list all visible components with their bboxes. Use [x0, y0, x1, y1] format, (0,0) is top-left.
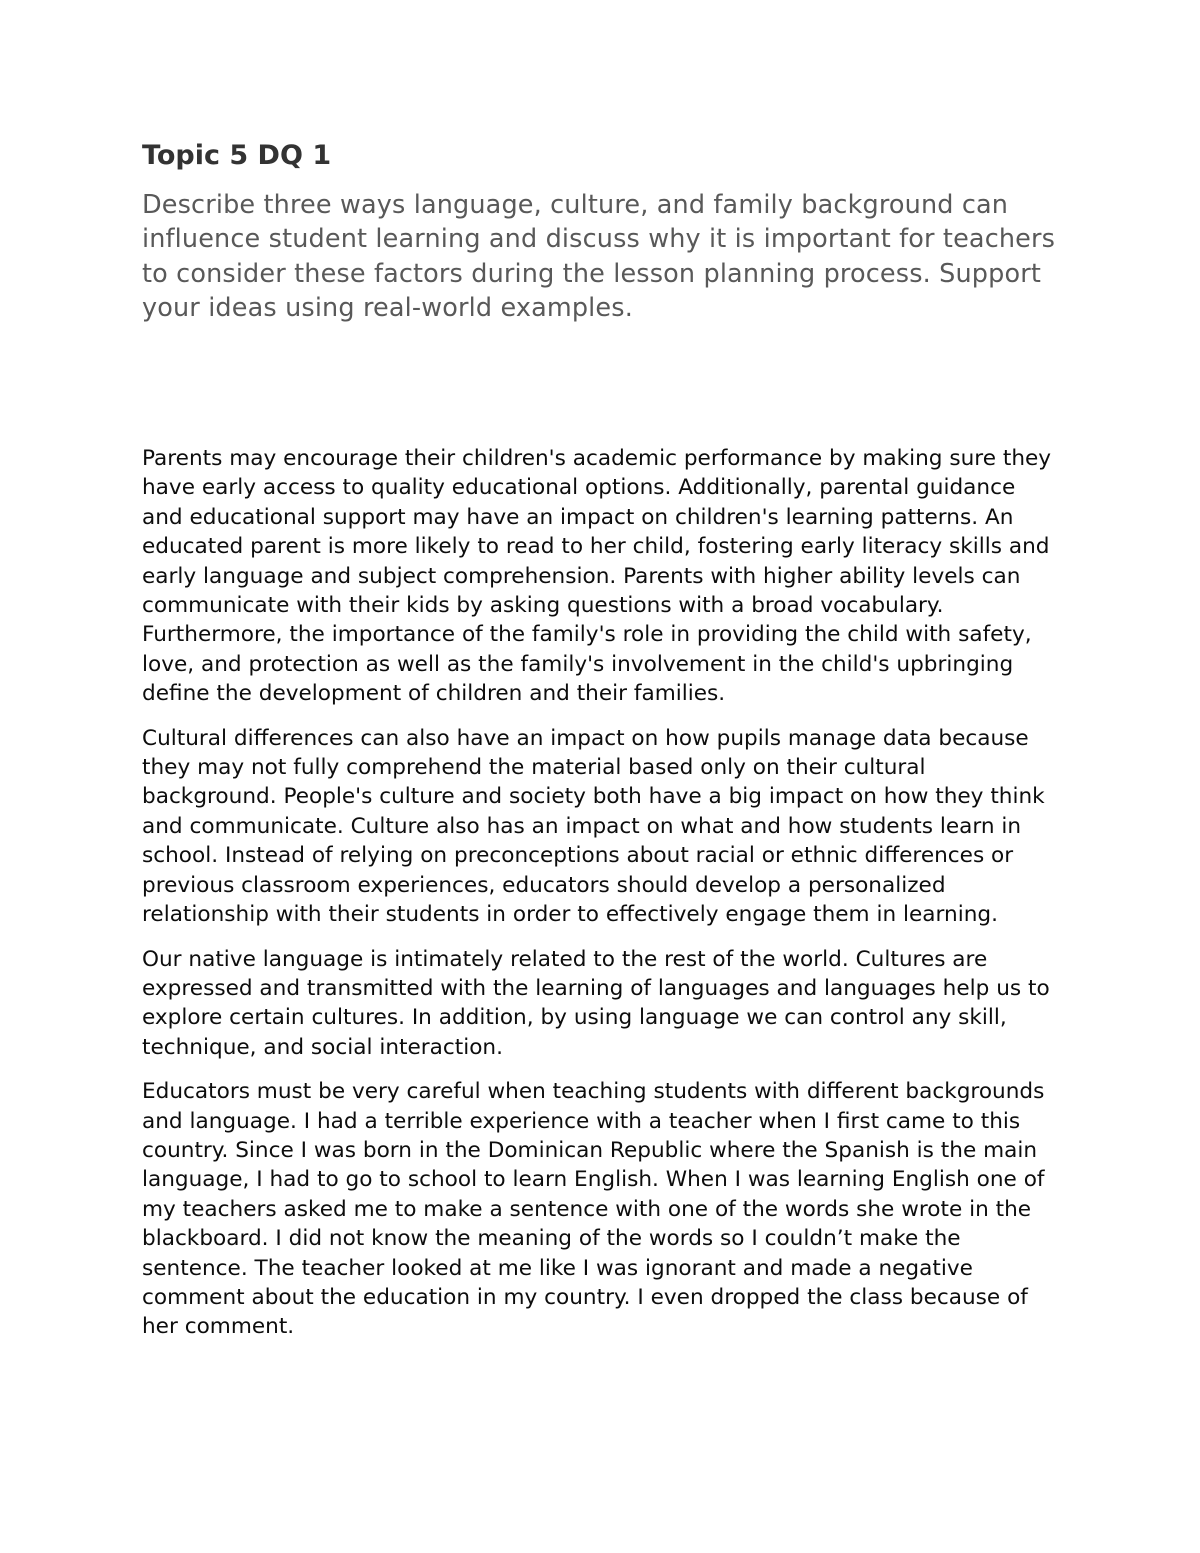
response-paragraph-experience: Educators must be very careful when teaching students with different backgrounds and language. I had a terrible experience with a teacher when I first came to this country. Since I was born in the Dominican Republic where the Spanish is the main language, I had to go to school to learn English. When I was learning English one of my teachers asked me to make a sentence with one of the words she wrote in the blackboard. I did not know the meaning of the words so I couldn’t make the sentence. The teacher looked at me like I was ignorant and made a negative comment about the education in my country. I even dropped the class because of her comment. [142, 1079, 1045, 1340]
response-paragraph-language: Our native language is intimately related to the rest of the world. Cultures are expressed and transmitted with the learning of languages and languages help us to explore certain cultures. In addition, by using language we can control any skill, technique, and social interaction. [142, 946, 1050, 1060]
response-paragraph-family: Parents may encourage their children's academic performance by making sure they have early access to quality educational options. Additionally, parental guidance and educational support may have an impact on children's learning patterns. An educated parent is more likely to read to her child, fostering early literacy skills and early language and subject comprehension. Parents with higher ability levels can communicate with their kids by asking questions with a broad vocabulary. Furthermore, the importance of the family's role in providing the child with safety, love, and protection as well as the family's involvement in the child's upbringing define the development of children and their families. [142, 446, 1052, 707]
discussion-prompt: Describe three ways language, culture, and family background can influence student learning and discuss why it is important for teachers to consider these factors during the lesson planning process. Support your ideas using real-world examples. [142, 190, 1056, 323]
response-body [142, 444, 1062, 1357]
page-title: Topic 5 DQ 1 [142, 140, 332, 171]
response-paragraph-culture: Cultural differences can also have an impact on how pupils manage data because they may not fully comprehend the material based only on their cultural background. People's culture and society both have a big impact on how they think and communicate. Culture also has an impact on what and how students learn in school. Instead of relying on preconceptions about racial or ethnic differences or previous classroom experiences, educators should develop a personalized relationship with their students in order to effectively engage them in learning. [142, 725, 1045, 928]
document-content [142, 138, 1062, 1340]
